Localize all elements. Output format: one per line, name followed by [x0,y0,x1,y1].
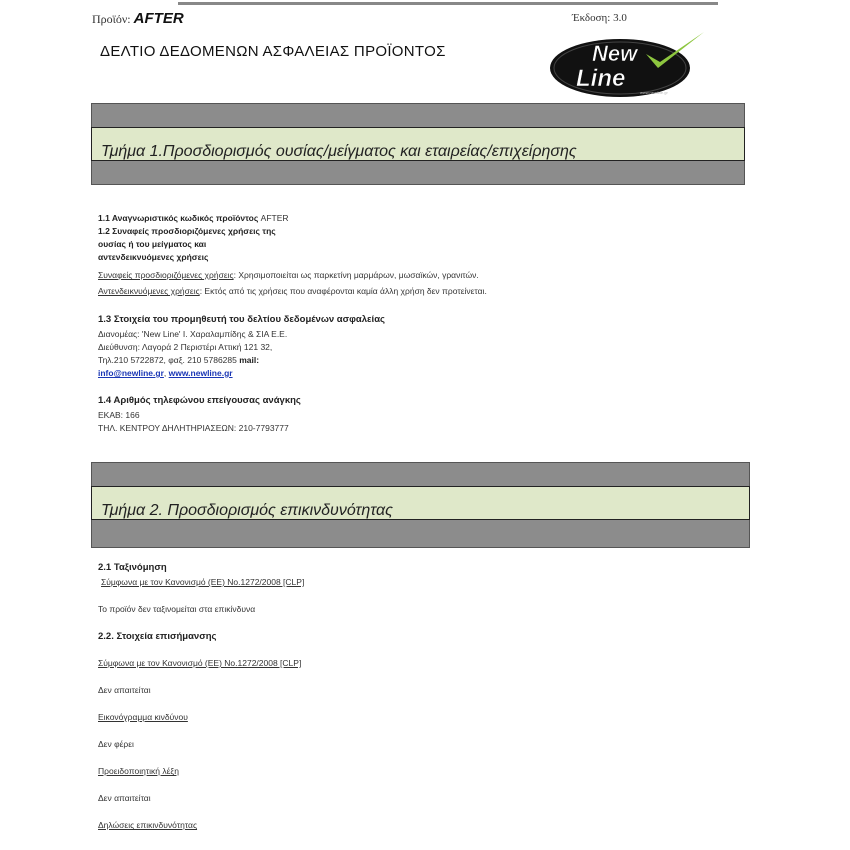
product-label: Προϊόν: [92,12,131,26]
address: Διεύθυνση: Λαγορά 2 Περιστέρι Αττική 121 32, [98,342,273,352]
version-label: Έκδοση: 3.0 [572,12,627,24]
signal-word-label: Προειδοποιητική λέξη [98,766,179,776]
uses-text: : Χρησιμοποιείται ως παρκετίνη μαρμάρων, μωσαϊκών, γρανιτών. [233,270,479,280]
s1-3-title: 1.3 Στοιχεία του προμηθευτή του δελτίου δεδομένων ασφαλείας [98,314,385,325]
logo-url: www.newline.gr [640,90,668,95]
newline-logo [548,28,708,100]
label-not-required-2: Δεν απαιτείται [98,793,151,803]
hazard-statements-label: Δηλώσεις επικινδυνότητας [98,820,198,830]
email-link[interactable]: info@newline.gr [98,368,164,378]
s1-1-line [98,213,289,223]
s2-1-regulation: Σύμφωνα με τον Κανονισμό (ΕΕ) Νο.1272/2008 [CLP] [101,577,305,587]
contra-text: : Εκτός από τις χρήσεις που αναφέρονται καμία άλλη χρήση δεν προτείνεται. [199,286,487,296]
distributor: Διανομέας: 'New Line' Ι. Χαραλαμπίδης & ΣΙΑ Ε.Ε. [98,329,288,339]
website-link[interactable]: www.newline.gr [168,368,233,378]
contra-label: Αντενδεικνυόμενες χρήσεις [98,286,200,296]
s1-2-line-3: αντενδεικνυόμενες χρήσεις [98,252,209,262]
poison-center-number: ΤΗΛ. ΚΕΝΤΡΟΥ ΔΗΛΗΤΗΡΙΑΣΕΩΝ: 210-7793777 [98,423,289,433]
ekab-number: ΕΚΑΒ: 166 [98,410,140,420]
s2-2-title: 2.2. Στοιχεία επισήμανσης [98,631,217,642]
logo-text-line: Line [576,65,626,92]
s2-1-title: 2.1 Ταξινόμηση [98,562,167,573]
product-name: AFTER [133,10,184,27]
label-not-required-1: Δεν απαιτείται [98,685,151,695]
s1-2-line-1: 1.2 Συναφείς προσδιοριζόμενες χρήσεις της [98,226,276,236]
pictogram-value: Δεν φέρει [98,739,134,749]
s1-1-value: AFTER [260,213,289,223]
pictogram-label: Εικονόγραμμα κινδύνου [98,712,188,722]
header-rule [178,2,718,5]
s2-1-classification: Το προϊόν δεν ταξινομείται στα επικίνδυνα [98,604,256,614]
contact-links [98,368,233,378]
s1-1-label: 1.1 Αναγνωριστικός κωδικός προϊόντος [98,213,259,223]
s1-4-title: 1.4 Αριθμός τηλεφώνου επείγουσας ανάγκης [98,395,301,406]
contra-line [98,286,487,296]
logo-text-new: New [592,41,638,66]
phone-line [98,355,259,365]
s2-2-regulation: Σύμφωνα με τον Κανονισμό (ΕΕ) Νο.1272/2008 [CLP] [98,658,302,668]
document-title: ΔΕΛΤΙΟ ΔΕΔΟΜΕΝΩΝ ΑΣΦΑΛΕΙΑΣ ΠΡΟΪΟΝΤΟΣ [100,43,446,60]
section-2-title: Τμήμα 2. Προσδιορισμός επικινδυνότητας [101,502,393,519]
product-line [92,10,184,27]
link-separator: , [163,368,167,378]
section-1-title: Τμήμα 1.Προσδιορισμός ουσίας/μείγματος και εταιρείας/επιχείρησης [101,143,577,160]
s1-2-line-2: ουσίας ή του μείγματος και [98,239,207,249]
phone: Τηλ.210 5722872, φαξ. 210 5786285 [98,355,237,365]
uses-line [98,270,479,280]
mail-label: mail: [239,355,260,365]
uses-label: Συναφείς προσδιοριζόμενες χρήσεις [98,270,234,280]
